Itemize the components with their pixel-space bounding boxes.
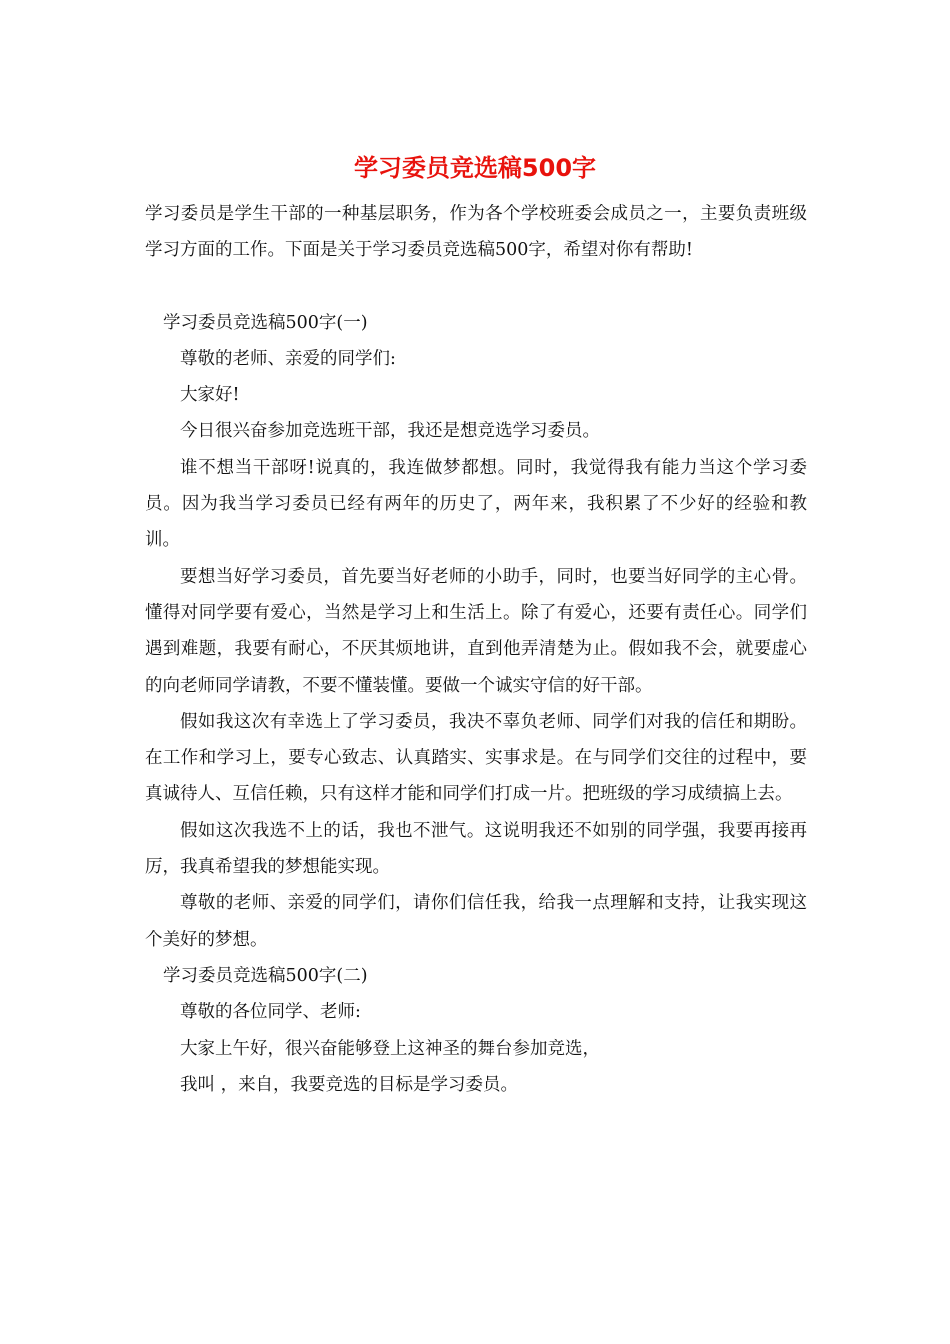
paragraph: 大家上午好，很兴奋能够登上这神圣的舞台参加竞选， xyxy=(180,1038,600,1059)
paragraph: 谁不想当干部呀!说真的，我连做梦都想。同时，我觉得我有能力当这个学习委员。因为我当学习委员已经有两年的历史了，两年来，我积累了不少好的经验和教训。 xyxy=(145,457,807,551)
intro-paragraph: 学习委员是学生干部的一种基层职务，作为各个学校班委会成员之一，主要负责班级学习方面的工作。下面是关于学习委员竞选稿500字，希望对你有帮助! xyxy=(145,204,807,261)
paragraph: 假如这次我选不上的话，我也不泄气。这说明我还不如别的同学强，我要再接再厉，我真希望我的梦想能实现。 xyxy=(145,820,807,878)
paragraph: 大家好! xyxy=(180,385,240,406)
section-heading-1: 学习委员竞选稿500字(一) xyxy=(163,312,368,333)
section-heading-2: 学习委员竞选稿500字(二) xyxy=(163,965,368,986)
document-body xyxy=(145,196,807,1103)
paragraph: 今日很兴奋参加竞选班干部，我还是想竞选学习委员。 xyxy=(180,421,600,442)
document-title: 学习委员竞选稿500字 xyxy=(353,154,597,182)
paragraph: 假如我这次有幸选上了学习委员，我决不辜负老师、同学们对我的信任和期盼。在工作和学习上，要专心致志、认真踏实、实事求是。在与同学们交往的过程中，要真诚待人、互信任赖，只有这样才能和同学们打成一片。把班级的学习成绩搞上去。 xyxy=(145,711,807,805)
paragraph: 要想当好学习委员，首先要当好老师的小助手，同时，也要当好同学的主心骨。懂得对同学要有爱心，当然是学习上和生活上。除了有爱心，还要有责任心。同学们遇到难题，我要有耐心，不厌其烦地讲，直到他弄清楚为止。假如我不会，就要虚心的向老师同学请教，不要不懂装懂。要做一个诚实守信的好干部。 xyxy=(145,566,807,696)
paragraph: 尊敬的各位同学、老师: xyxy=(180,1002,361,1023)
paragraph: 尊敬的老师、亲爱的同学们，请你们信任我，给我一点理解和支持，让我实现这个美好的梦想。 xyxy=(145,893,807,950)
paragraph: 尊敬的老师、亲爱的同学们: xyxy=(180,348,396,369)
paragraph: 我叫 ，来自，我要竞选的目标是学习委员。 xyxy=(180,1074,519,1095)
